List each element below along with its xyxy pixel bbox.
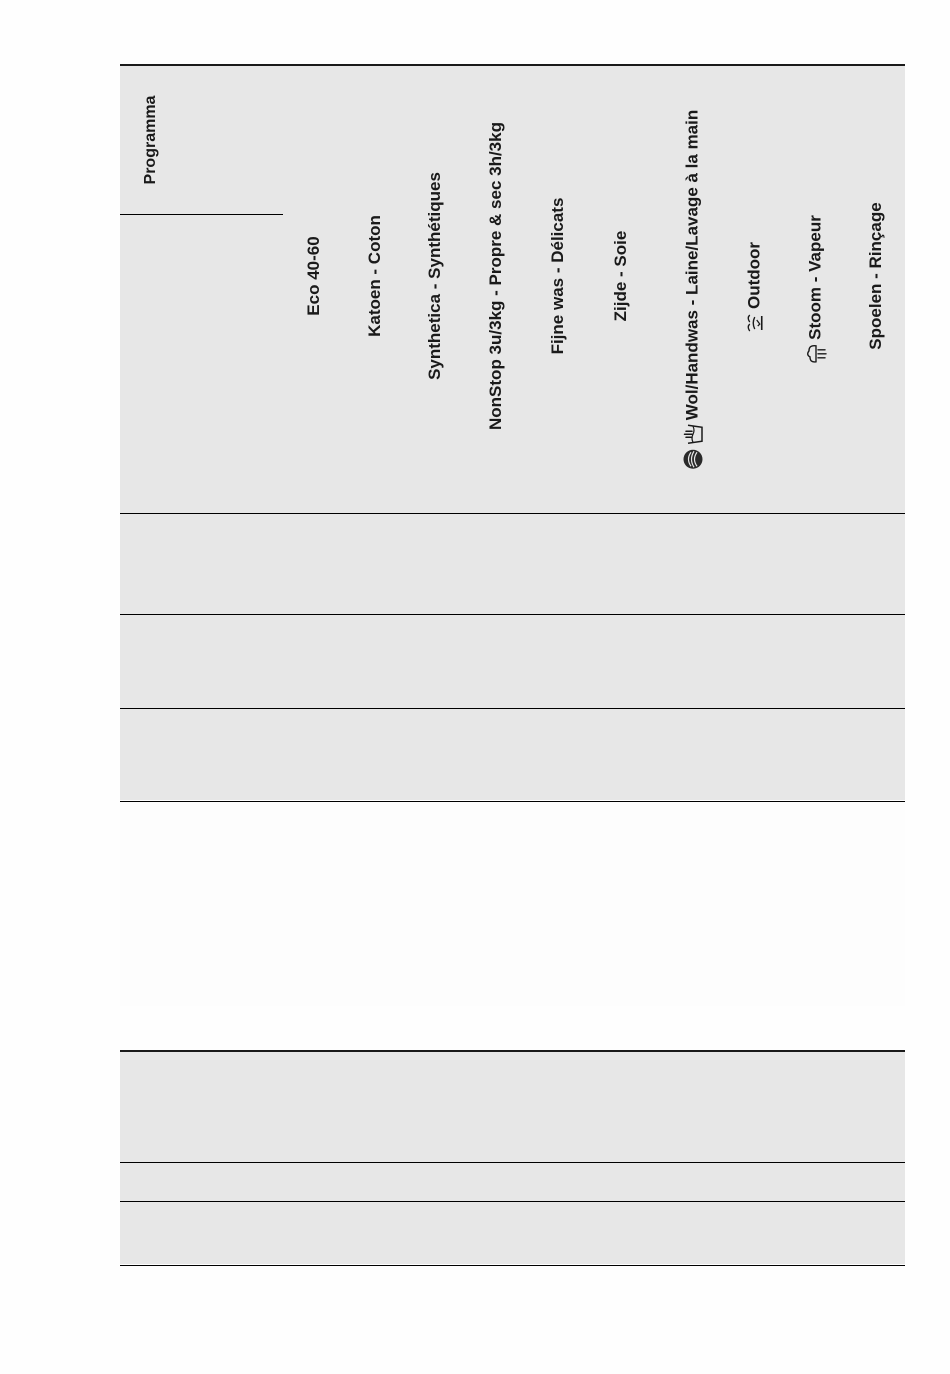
program-label-stoom xyxy=(805,215,827,365)
program-label-nonstop xyxy=(486,122,506,430)
table-1-top-rule xyxy=(120,64,905,66)
program-label-katoen xyxy=(365,215,385,337)
program-label-fijne-was-text: Fijne was - Délicats xyxy=(548,197,567,355)
program-label-synthetica-text: Synthetica - Synthétiques xyxy=(425,172,444,380)
row-rule-1 xyxy=(120,513,905,514)
table-1-blank-area xyxy=(120,801,905,1006)
program-label-synthetica xyxy=(425,172,445,380)
programma-header xyxy=(142,96,160,185)
table-1-background xyxy=(120,66,905,800)
program-label-spoelen xyxy=(866,202,886,349)
row-rule-3 xyxy=(120,708,905,709)
program-label-wol xyxy=(682,110,704,471)
program-label-wol-text: Wol/Handwas - Laine/Lavage à la main xyxy=(682,109,702,421)
program-label-outdoor-text: Outdoor xyxy=(744,241,764,310)
table-2-row-rule-1 xyxy=(120,1162,905,1163)
table-2-bottom-rule xyxy=(120,1265,905,1266)
program-label-spoelen-text: Spoelen - Rinçage xyxy=(866,202,885,350)
program-label-outdoor xyxy=(745,242,766,334)
program-label-fijne-was xyxy=(548,198,568,355)
program-label-zijde-text: Zijde - Soie xyxy=(611,230,630,322)
outdoor-icon xyxy=(745,312,765,334)
row-rule-2 xyxy=(120,614,905,615)
handwash-icon xyxy=(682,423,704,445)
program-label-nonstop-text: NonStop 3u/3kg - Propre & sec 3h/3kg xyxy=(486,122,505,430)
steam-icon xyxy=(805,343,827,365)
program-label-eco-text: Eco 40-60 xyxy=(304,236,323,316)
header-separator-rule xyxy=(120,214,283,215)
table-2-top-rule xyxy=(120,1050,905,1052)
program-label-stoom-text: Stoom - Vapeur xyxy=(805,215,825,340)
table-2-background xyxy=(120,1051,905,1264)
program-label-zijde xyxy=(611,231,631,322)
program-label-eco xyxy=(304,236,324,315)
wool-icon xyxy=(682,448,704,470)
program-label-katoen-text: Katoen - Coton xyxy=(365,215,384,337)
programma-header-label: Programma xyxy=(142,95,159,185)
table-2-row-rule-2 xyxy=(120,1201,905,1202)
row-rule-4 xyxy=(120,801,905,802)
